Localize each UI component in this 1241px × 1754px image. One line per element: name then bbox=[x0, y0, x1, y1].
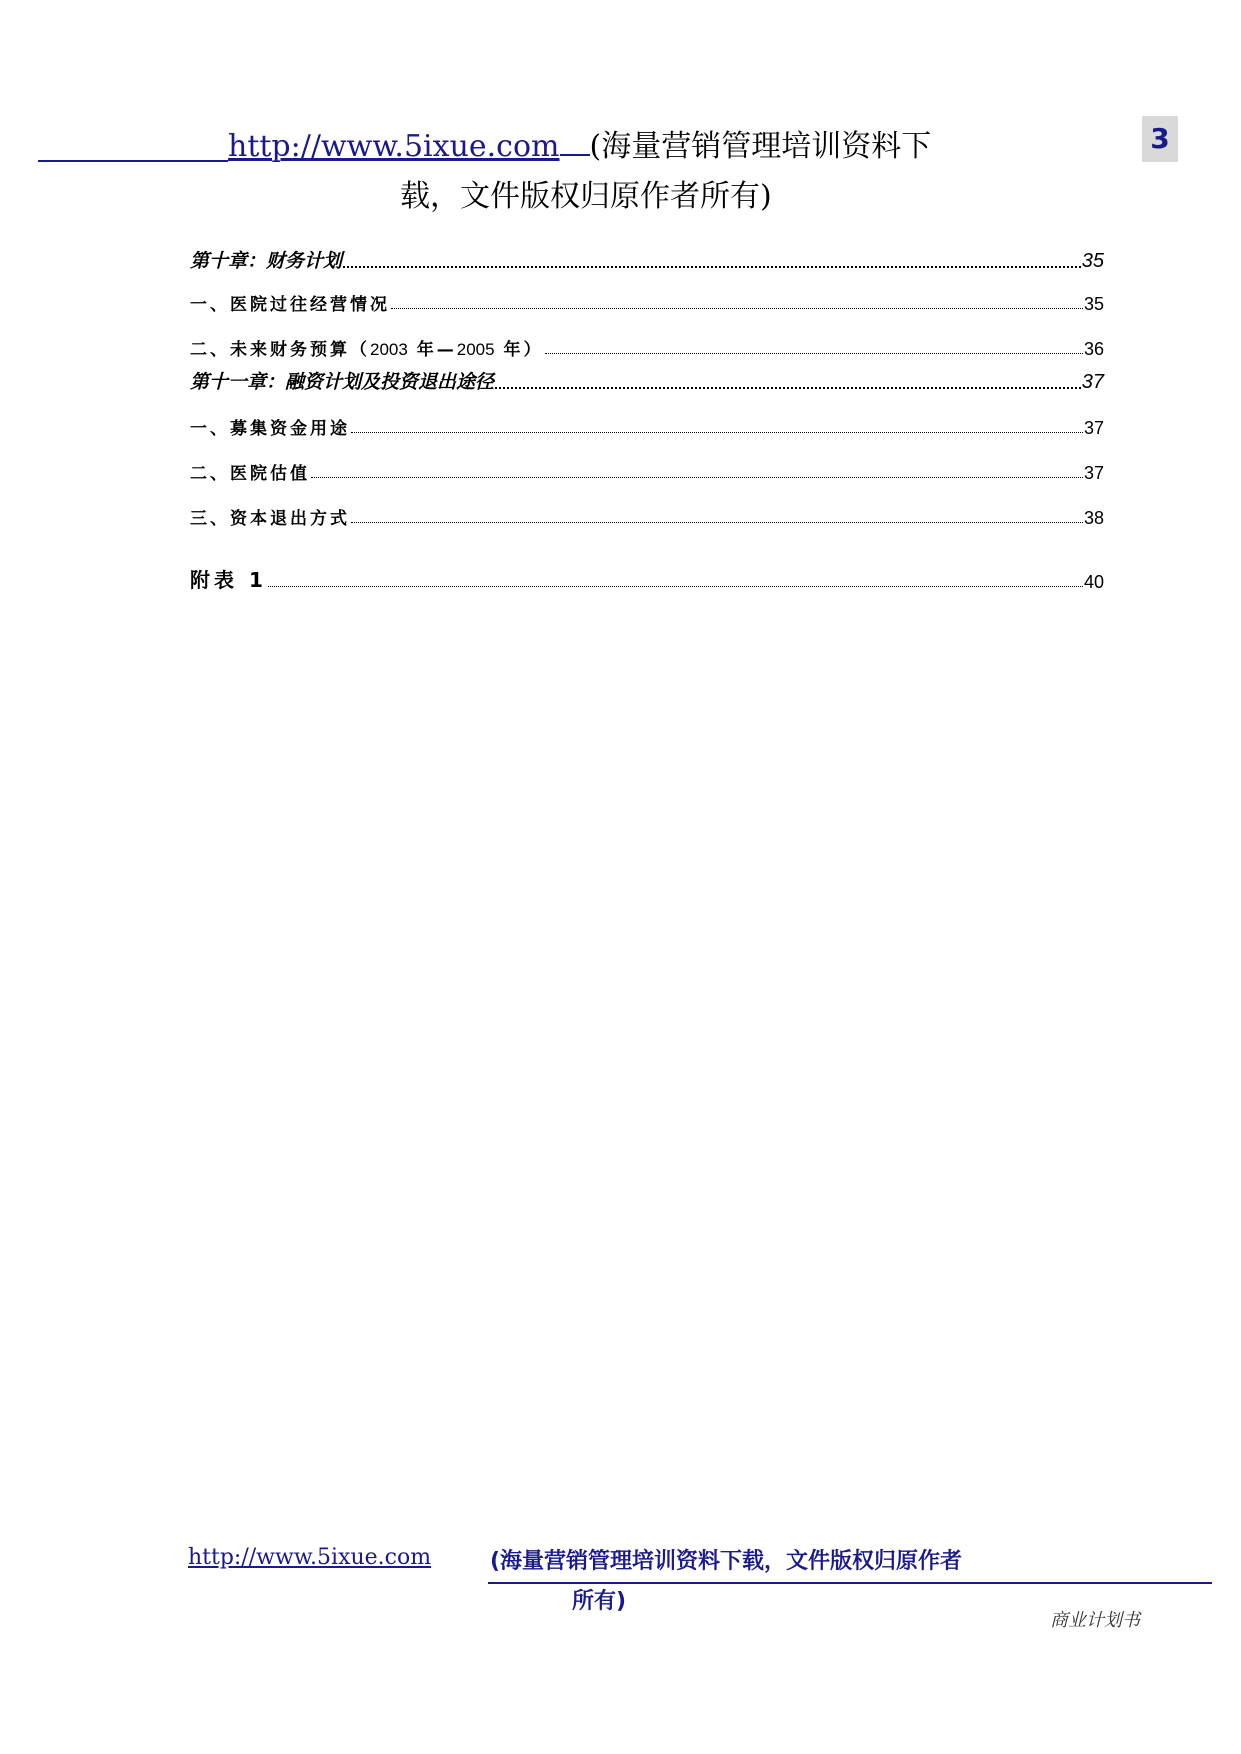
toc-entry-page: 37 bbox=[1083, 463, 1104, 483]
header-note-line-1: (海量营销管理培训资料下 bbox=[589, 129, 932, 164]
toc-entry-label: 第十一章：融资计划及投资退出途径 bbox=[190, 371, 495, 393]
footer-note-line-2: 所有) bbox=[572, 1589, 627, 1614]
toc-entry-page: 38 bbox=[1083, 508, 1104, 528]
toc-entry-chapter-10[interactable] bbox=[190, 246, 1104, 273]
toc-leader-dots bbox=[545, 353, 1083, 354]
toc-entry-page: 35 bbox=[1081, 250, 1104, 272]
toc-entry-label: 二、未来财务预算（2003 年—2005 年） bbox=[190, 340, 544, 360]
toc-entry-page: 37 bbox=[1083, 418, 1104, 438]
toc-leader-dots bbox=[495, 387, 1081, 389]
header-line-1 bbox=[228, 126, 931, 165]
toc-entry-label: 附表 1 bbox=[190, 568, 267, 592]
toc-entry-appendix[interactable] bbox=[190, 564, 1104, 593]
toc-entry-page: 40 bbox=[1083, 572, 1104, 592]
header-underline-gap bbox=[560, 126, 590, 156]
footer-url-link[interactable]: http://www.5ixue.com bbox=[188, 1545, 432, 1570]
footer-document-title: 商业计划书 bbox=[1050, 1610, 1140, 1631]
toc-entry-page: 36 bbox=[1083, 339, 1104, 359]
toc-entry-section[interactable] bbox=[190, 335, 1104, 360]
toc-entry-chapter-11[interactable] bbox=[190, 367, 1104, 394]
toc-leader-dots bbox=[351, 522, 1083, 523]
toc-leader-dots bbox=[268, 586, 1083, 587]
page-number: 3 bbox=[1142, 116, 1178, 162]
toc-entry-label: 一、医院过往经营情况 bbox=[190, 295, 390, 315]
toc-leader-dots bbox=[351, 432, 1083, 433]
toc-entry-page: 35 bbox=[1083, 294, 1104, 314]
header-url-link[interactable]: http://www.5ixue.com bbox=[228, 129, 560, 164]
toc-entry-label: 三、资本退出方式 bbox=[190, 509, 350, 529]
toc-leader-dots bbox=[391, 308, 1083, 309]
toc-entry-label: 一、募集资金用途 bbox=[190, 419, 350, 439]
toc-entry-label: 二、医院估值 bbox=[190, 464, 310, 484]
toc-entry-section[interactable] bbox=[190, 504, 1104, 529]
toc-entry-section[interactable] bbox=[190, 414, 1104, 439]
footer-note-line-1: (海量营销管理培训资料下载，文件版权归原作者 bbox=[490, 1549, 963, 1574]
toc-entry-label: 第十章：财务计划 bbox=[190, 250, 343, 272]
toc-leader-dots bbox=[343, 266, 1081, 268]
toc-leader-dots bbox=[311, 477, 1083, 478]
toc-entry-page: 37 bbox=[1081, 371, 1104, 393]
header-note-line-2: 载，文件版权归原作者所有) bbox=[400, 179, 772, 214]
toc-entry-section[interactable] bbox=[190, 459, 1104, 484]
toc-entry-section[interactable] bbox=[190, 290, 1104, 315]
header-rule bbox=[38, 160, 228, 162]
